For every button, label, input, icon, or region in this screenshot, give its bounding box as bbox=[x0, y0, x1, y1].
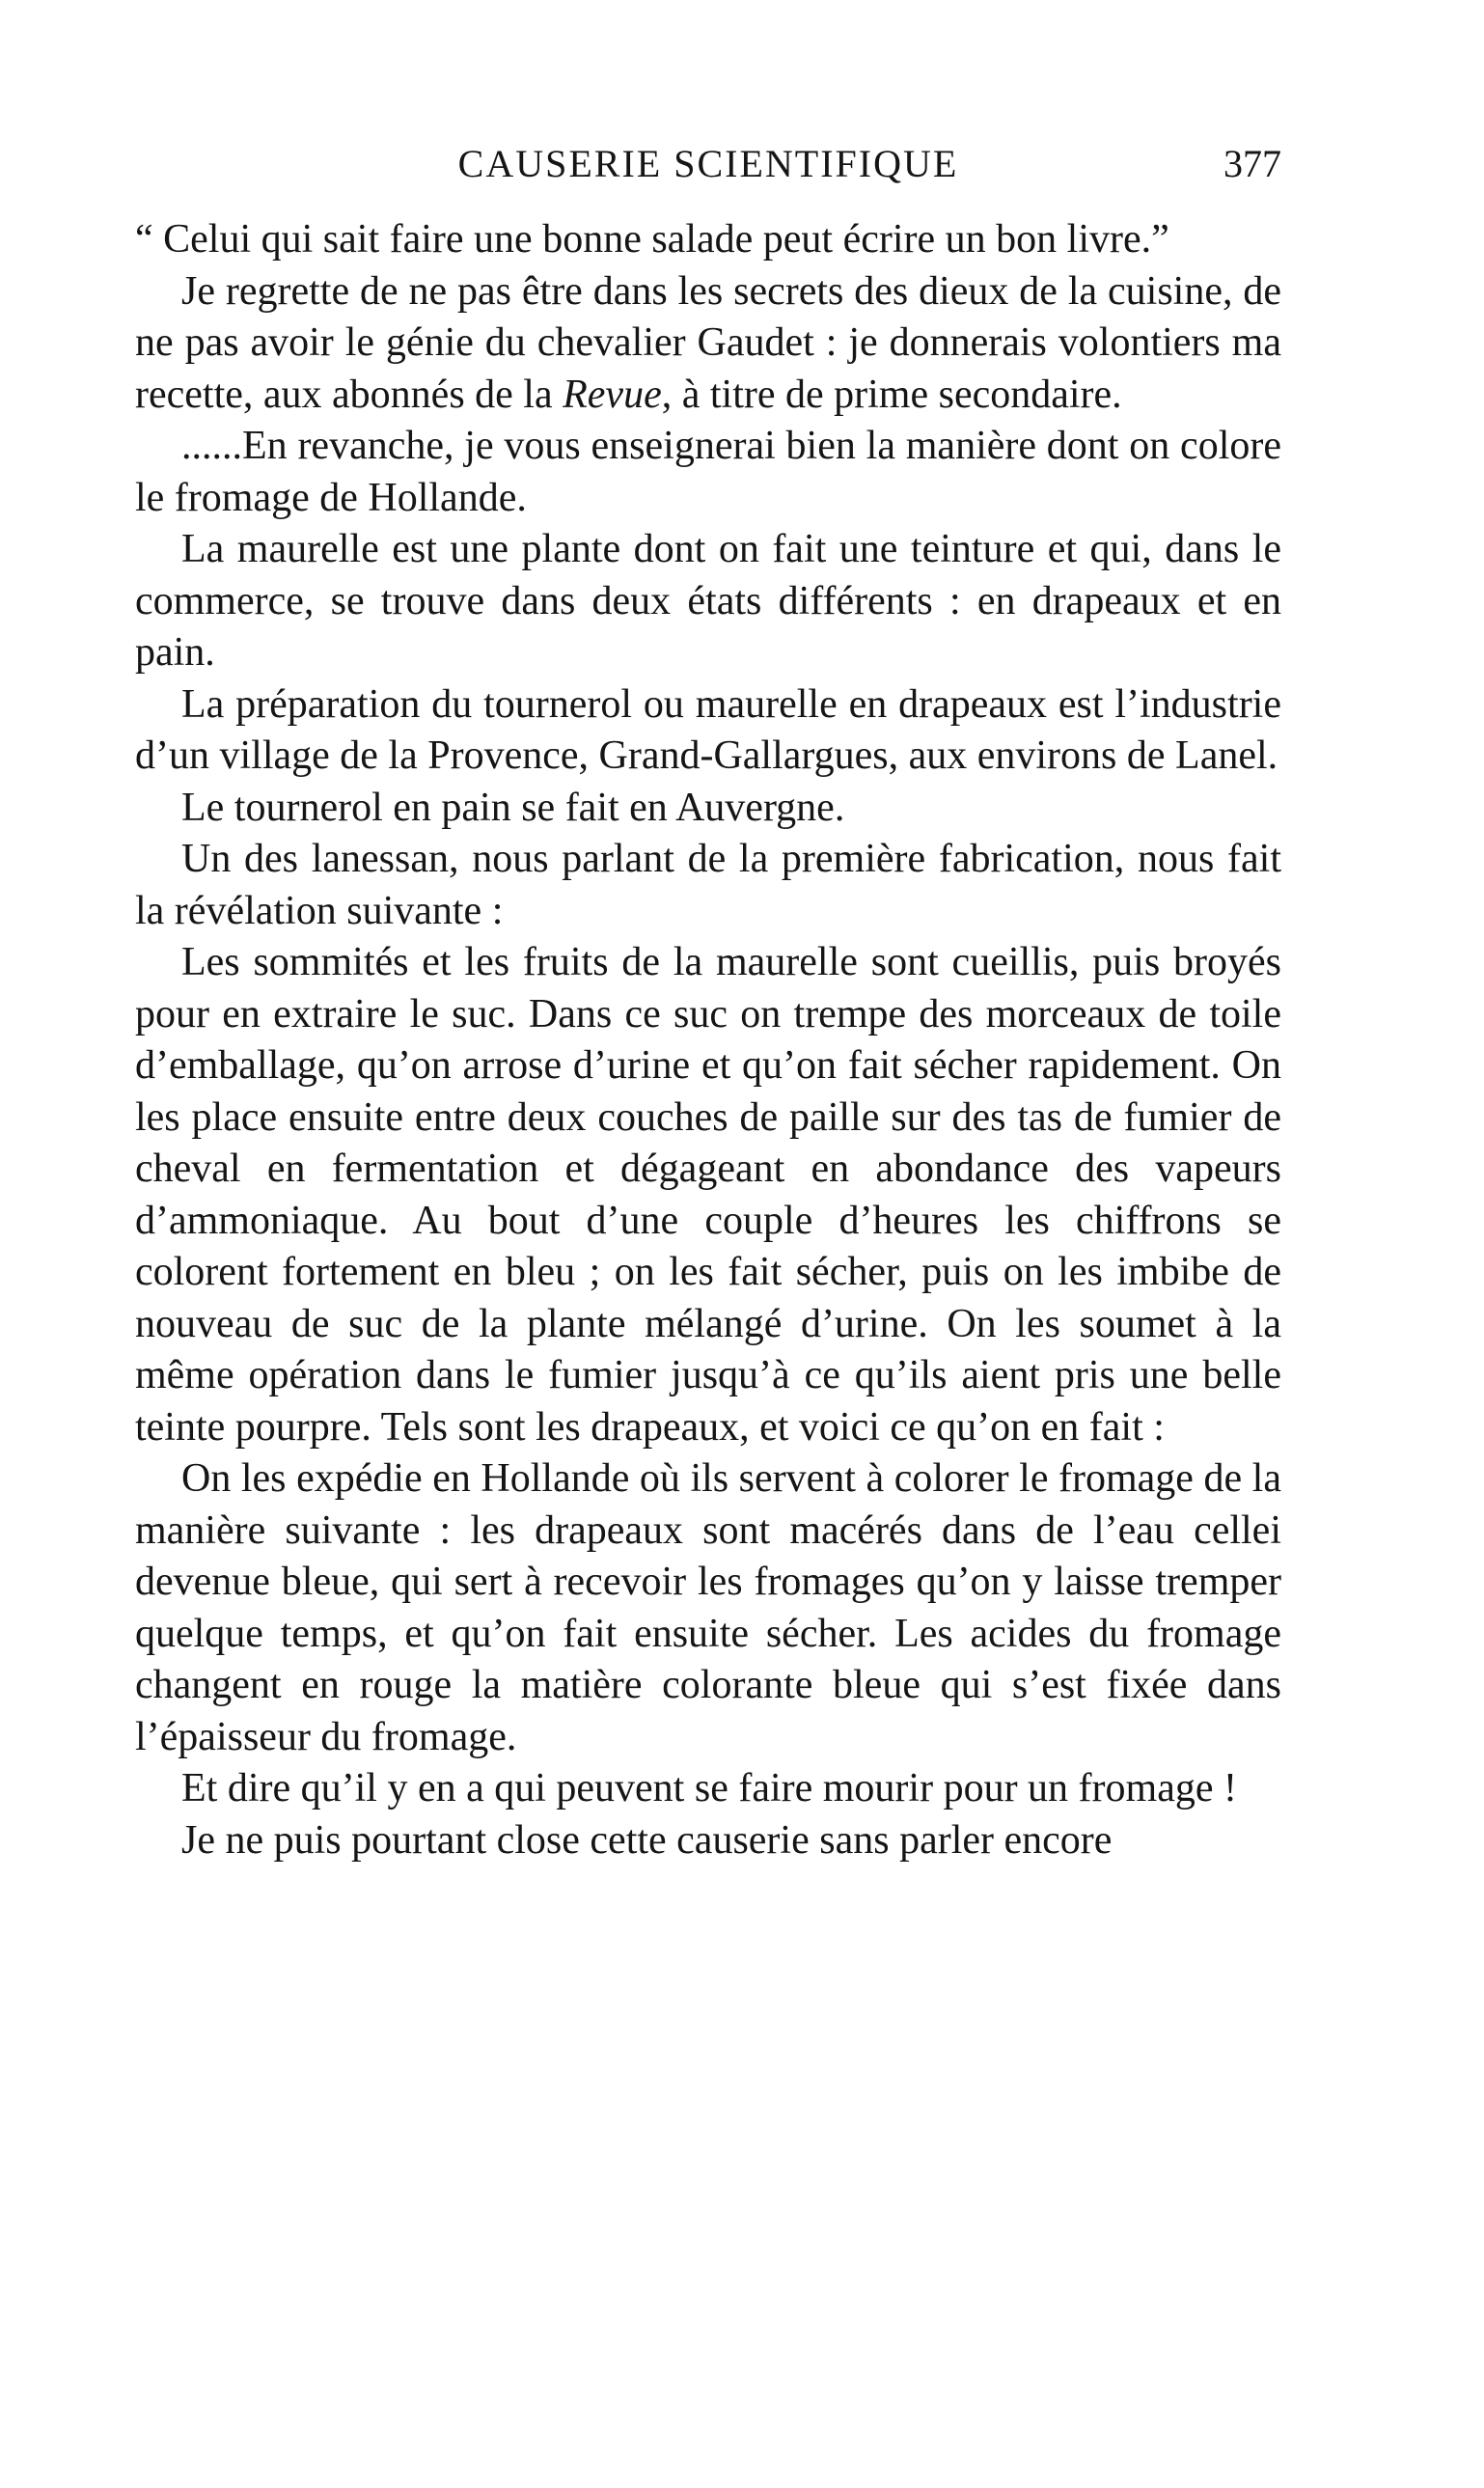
paragraph bbox=[135, 266, 1281, 422]
paragraph: “ Celui qui sait faire une bonne salade peut écrire un bon livre.” bbox=[135, 217, 1169, 262]
body-text bbox=[135, 214, 1281, 1866]
paragraph: Les sommités et les fruits de la maurelle sont cueillis, puis broyés pour en extraire le suc. Dans ce suc on trempe des morceaux de toile d’emballage, qu’on arrose d’urine et qu’on fait sécher rapidement. On les place ensuite entre deux couches de paille sur des tas de fumier de cheval en fermentation et dégageant en abondance des vapeurs d’ammoniaque. Au bout d’une couple d’heures les chiffrons se colorent fortement en bleu ; on les fait sécher, puis on les imbibe de nouveau de suc de la plante mélangé d’urine. On les soumet à la même opération dans le fumier jusqu’à ce qu’ils aient pris une belle teinte pourpre. Tels sont les drapeaux, et voici ce qu’on en fait : bbox=[135, 940, 1281, 1450]
running-title: CAUSERIE SCIENTIFIQUE bbox=[457, 142, 959, 185]
paragraph: On les expédie en Hollande où ils servent à colorer le fromage de la manière suivante : les drapeaux sont macérés dans de l’eau cellei devenue bleue, qui sert à recevoir les fromages qu’on y laisse tremper quelque temps, et qu’on fait ensuite sécher. Les acides du fromage changent en rouge la matière colorante bleue qui s’est fixée dans l’épaisseur du fromage. bbox=[135, 1456, 1281, 1759]
page-number: 377 bbox=[1223, 142, 1281, 185]
paragraph: ......En revanche, je vous enseignerai bien la manière dont on colore le fromage de Hollande. bbox=[135, 424, 1281, 520]
paragraph: Le tournerol en pain se fait en Auvergne. bbox=[181, 785, 845, 830]
paragraph-text: , à titre de prime secondaire. bbox=[661, 372, 1122, 417]
paragraph: La préparation du tournerol ou maurelle en drapeaux est l’industrie d’un village de la Provence, Grand-Gallargues, aux environs de Lanel. bbox=[135, 681, 1281, 778]
paragraph-text: Je regrette de ne pas être dans les secrets des dieux de la cuisine, de ne pas avoir le génie du chevalier Gaudet : je donnerais volontiers ma recette, aux abonnés de la bbox=[135, 268, 1281, 417]
paragraph: Je ne puis pourtant close cette causerie sans parler encore bbox=[181, 1817, 1113, 1863]
paragraph: Un des lanessan, nous parlant de la première fabrication, nous fait la révélation suivante : bbox=[135, 837, 1281, 933]
paragraph: Et dire qu’il y en a qui peuvent se faire mourir pour un fromage ! bbox=[181, 1766, 1237, 1811]
page-header bbox=[135, 135, 1281, 193]
paragraph: La maurelle est une plante dont on fait une teinture et qui, dans le commerce, se trouve dans deux états différents : en drapeaux et en pain. bbox=[135, 527, 1281, 675]
italic-journal-name: Revue bbox=[563, 372, 662, 417]
